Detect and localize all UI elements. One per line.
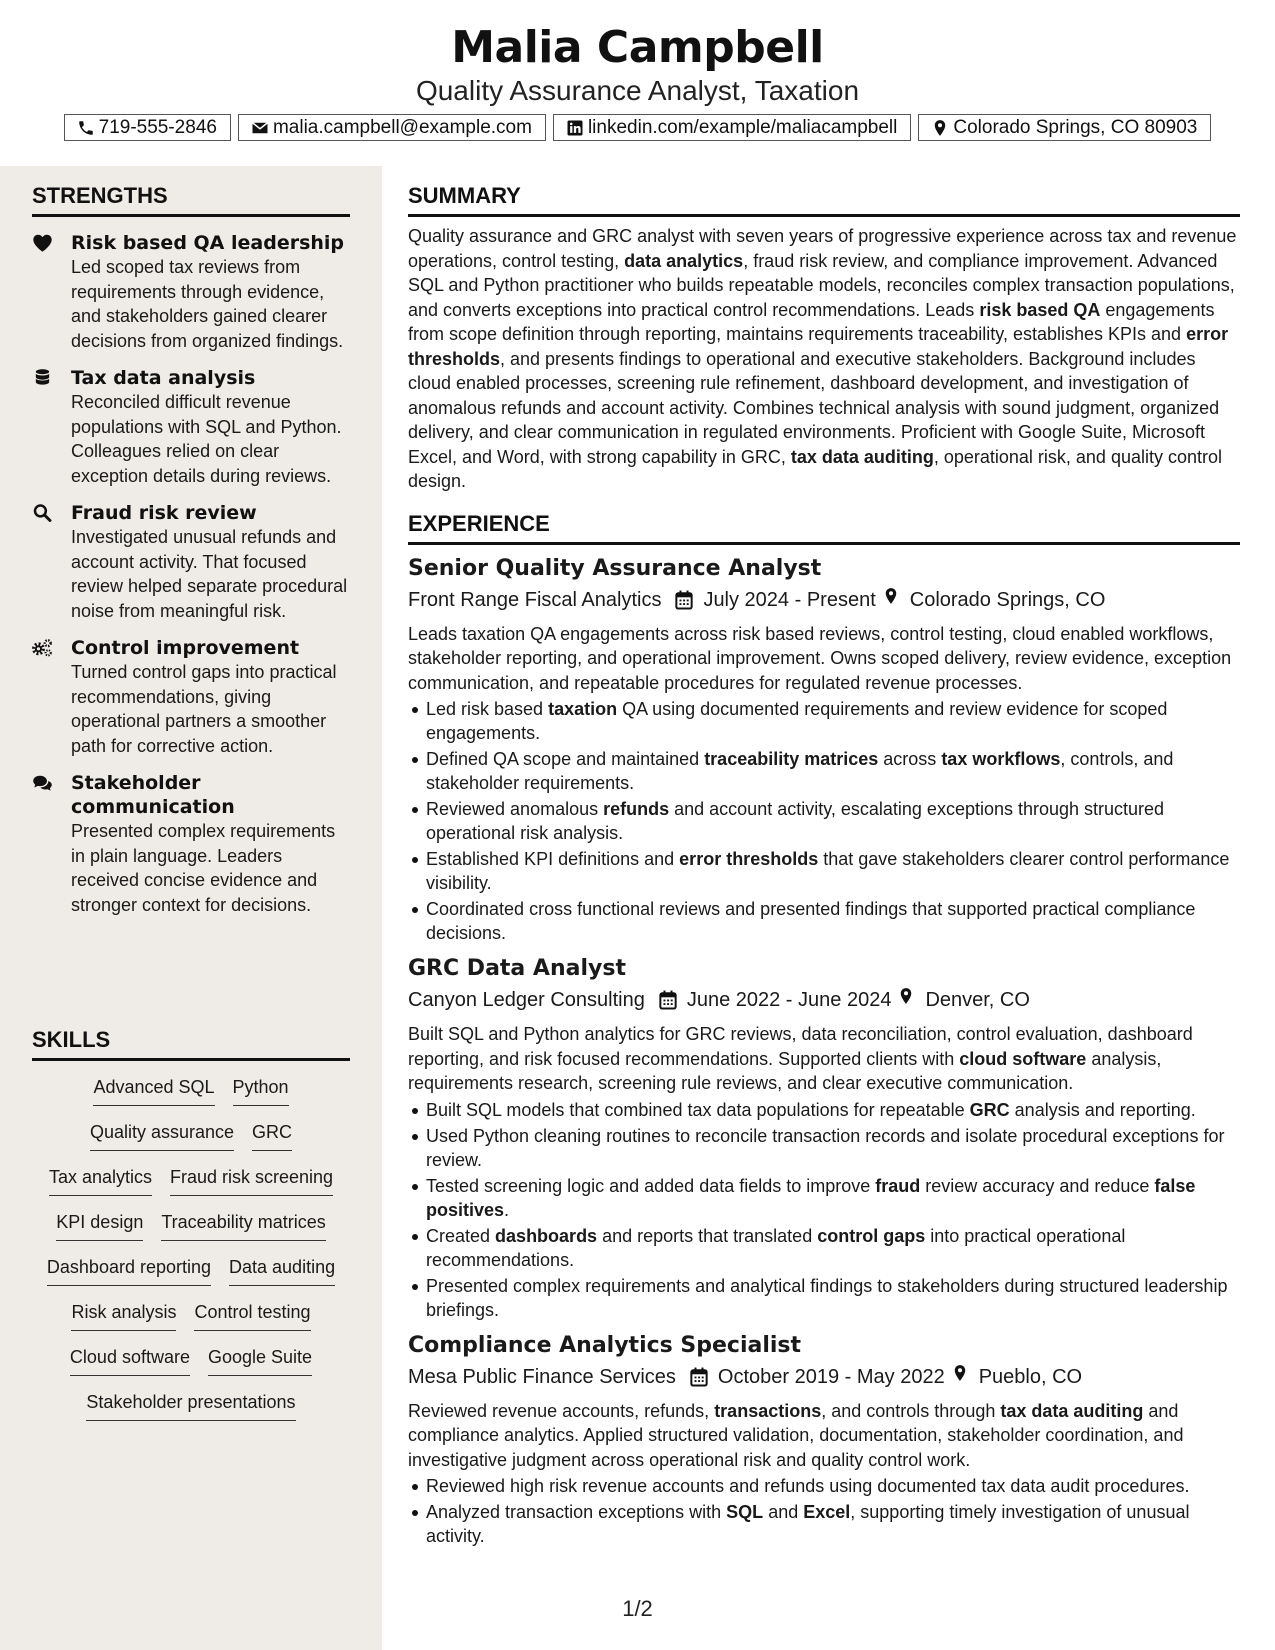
- skill-tag: Google Suite: [208, 1341, 312, 1376]
- skill-tag: GRC: [252, 1116, 292, 1151]
- map-pin-icon: [951, 1363, 969, 1383]
- bold-keyword: transactions: [714, 1400, 822, 1421]
- envelope-icon: [251, 119, 269, 137]
- bullet-item: Established KPI definitions and error thresholds that gave stakeholders clearer control performance visibility.: [426, 847, 1240, 895]
- strength-title: Stakeholder communication: [71, 772, 235, 818]
- job-company: Mesa Public Finance Services: [408, 1365, 676, 1388]
- bold-keyword: refunds: [603, 799, 670, 819]
- contact-row: [0, 114, 1275, 141]
- job-bullets: [408, 1098, 1240, 1322]
- bullet-item: Defined QA scope and maintained traceability matrices across tax workflows, controls, and stakeholder requirements.: [426, 747, 1240, 795]
- calendar-icon: [675, 590, 693, 610]
- job-dates: July 2024 - Present: [703, 588, 876, 611]
- bullet-item: Led risk based taxation QA using documented requirements and review evidence for scoped engagements.: [426, 697, 1240, 745]
- job-meta: [408, 1362, 1240, 1392]
- job-title: Compliance Analytics Specialist: [408, 1332, 802, 1358]
- job-bullets: [408, 697, 1240, 945]
- skill-tag: KPI design: [56, 1206, 143, 1241]
- skill-tag: Control testing: [194, 1296, 310, 1331]
- strength-title: Control improvement: [71, 637, 300, 659]
- bullet-item: Reviewed high risk revenue accounts and refunds using documented tax data audit procedures.: [426, 1474, 1240, 1498]
- contact-phone[interactable]: [64, 114, 231, 141]
- job-company: Canyon Ledger Consulting: [408, 989, 645, 1011]
- strength-desc: Investigated unusual refunds and account activity. That focused review helped separate procedural noise from meaningful risk.: [71, 527, 348, 621]
- skill-tag: Risk analysis: [71, 1296, 176, 1331]
- bold-keyword: tax data auditing: [1000, 1400, 1144, 1421]
- job-title: GRC Data Analyst: [408, 956, 626, 981]
- candidate-title: Quality Assurance Analyst, Taxation: [415, 75, 860, 106]
- bold-keyword: traceability matrices: [704, 749, 879, 769]
- bold-keyword: tax data auditing: [790, 446, 934, 467]
- skill-tag: Tax analytics: [49, 1161, 152, 1196]
- calendar-icon: [659, 990, 677, 1010]
- bullet-item: Analyzed transaction exceptions with SQL and Excel, supporting timely investigation of unusual activity.: [426, 1500, 1240, 1548]
- calendar-icon: [690, 1367, 708, 1387]
- job-description: Built SQL and Python analytics for GRC reviews, data reconciliation, control evaluation, dashboard reporting, and risk focused recommendations. Supported clients with cloud software analysis, requirements research, screening rule reviews, and clear executive communication.: [408, 1024, 1193, 1093]
- bold-keyword: cloud software: [959, 1048, 1087, 1069]
- strength-desc: Reconciled difficult revenue populations with SQL and Python. Colleagues relied on clear exception details during reviews.: [71, 392, 342, 486]
- strength-desc: Presented complex requirements in plain language. Leaders received concise evidence and stronger context for decisions.: [71, 821, 336, 915]
- contact-email[interactable]: [238, 114, 546, 141]
- bold-keyword: dashboards: [495, 1225, 598, 1246]
- page-number: 1/2: [622, 1596, 653, 1621]
- bullet-item: Reviewed anomalous refunds and account activity, escalating exceptions through structured operational risk analysis.: [426, 797, 1240, 845]
- heart-icon: [32, 233, 54, 253]
- bullet-item: Presented complex requirements and analytical findings to stakeholders during structured leadership briefings.: [426, 1274, 1240, 1322]
- job-bullets: [408, 1474, 1240, 1548]
- map-pin-icon: [897, 986, 915, 1006]
- skill-tag: Quality assurance: [90, 1116, 234, 1151]
- bold-keyword: tax workflows: [941, 749, 1061, 769]
- experience-section: [408, 510, 1240, 1549]
- comments-icon: [32, 773, 54, 793]
- contact-location[interactable]: [918, 114, 1211, 141]
- bold-keyword: risk based QA: [979, 299, 1101, 320]
- job-description: Reviewed revenue accounts, refunds, transactions, and controls through tax data auditing and compliance analytics. Applied structured validation, documentation, stakeholder coordination, and investigative judgment across operational risk and quality control work.: [408, 1400, 1184, 1470]
- job-entry: [408, 1332, 1240, 1549]
- job-location: Colorado Springs, CO: [909, 588, 1106, 611]
- search-icon: [32, 503, 54, 523]
- strength-item: [32, 771, 350, 917]
- bullet-item: Coordinated cross functional reviews and presented findings that supported practical compliance decisions.: [426, 897, 1240, 945]
- skill-row: [32, 1341, 350, 1386]
- bold-keyword: fraud: [875, 1175, 921, 1196]
- skills-section: [32, 1026, 350, 1431]
- bold-keyword: error thresholds: [679, 849, 819, 869]
- summary-section: [408, 182, 1240, 494]
- strength-item: [32, 366, 350, 488]
- skill-tag: Fraud risk screening: [170, 1161, 333, 1196]
- strength-title: Fraud risk review: [71, 502, 257, 524]
- bullet-item: Used Python cleaning routines to reconcile transaction records and isolate procedural exceptions for review.: [426, 1124, 1240, 1172]
- skill-row: [32, 1161, 350, 1206]
- map-pin-icon: [882, 586, 900, 606]
- strength-item: [32, 231, 350, 353]
- summary-text: Quality assurance and GRC analyst with seven years of progressive experience across tax and revenue operations, control testing, data analytics, fraud risk review, and compliance improvement. Advanced SQL and Python practitioner who builds repeatable models, reconciles complex transaction populations, and converts exceptions into practical control recommendations. Leads risk based QA engagements from scope definition through reporting, maintains requirements traceability, establishes KPIs and error thresholds, and presents findings to operational and executive stakeholders. Background includes cloud enabled processes, screening rule refinement, dashboard development, and investigation of anomalous refunds and account activity. Combines technical analysis with sound judgment, organized delivery, and clear communication in regulated environments. Proficient with Google Suite, Microsoft Excel, and Word, with strong capability in GRC, tax data auditing, operational risk, and quality control design.: [408, 226, 1237, 491]
- skill-row: [32, 1296, 350, 1341]
- strength-desc: Turned control gaps into practical recommendations, giving operational partners a smoother path for corrective action.: [71, 662, 337, 756]
- strengths-heading: STRENGTHS: [32, 182, 350, 217]
- job-meta: [408, 985, 1240, 1015]
- job-description: Leads taxation QA engagements across risk based reviews, control testing, cloud enabled workflows, stakeholder reporting, and operational improvement. Owns scoped delivery, review evidence, exception communication, and repeatable procedures for regulated revenue processes.: [408, 623, 1232, 693]
- skill-tag: Advanced SQL: [93, 1071, 214, 1106]
- phone-text: 719-555-2846: [98, 116, 217, 138]
- job-company: Front Range Fiscal Analytics: [408, 588, 662, 611]
- job-entry: [408, 955, 1240, 1322]
- linkedin-text: linkedin.com/example/maliacampbell: [587, 116, 898, 138]
- job-location: Pueblo, CO: [978, 1365, 1083, 1388]
- email-text: malia.campbell@example.com: [272, 116, 532, 138]
- job-dates: June 2022 - June 2024: [686, 989, 892, 1011]
- summary-heading: SUMMARY: [408, 182, 1240, 217]
- job-entry: [408, 555, 1240, 946]
- skill-row: [32, 1251, 350, 1296]
- strength-title: Tax data analysis: [71, 367, 256, 389]
- bold-keyword: error thresholds: [408, 324, 1229, 369]
- location-text: Colorado Springs, CO 80903: [953, 116, 1198, 138]
- contact-linkedin[interactable]: [553, 114, 911, 141]
- skills-list: [32, 1071, 350, 1431]
- skill-row: [32, 1206, 350, 1251]
- job-title: Senior Quality Assurance Analyst: [408, 555, 822, 581]
- skill-tag: Traceability matrices: [161, 1206, 325, 1241]
- bullet-item: Built SQL models that combined tax data populations for repeatable GRC analysis and reporting.: [426, 1098, 1240, 1122]
- job-location: Denver, CO: [925, 989, 1030, 1011]
- strength-title: Risk based QA leadership: [71, 232, 345, 254]
- bullet-item: Created dashboards and reports that translated control gaps into practical operational recommendations.: [426, 1224, 1240, 1272]
- sidebar: [0, 166, 382, 1650]
- experience-heading: EXPERIENCE: [408, 510, 1240, 545]
- bold-keyword: false positives: [426, 1175, 1196, 1220]
- map-pin-icon: [931, 119, 949, 137]
- linkedin-icon: [566, 119, 584, 137]
- job-dates: October 2019 - May 2022: [717, 1365, 945, 1388]
- main-content: [408, 166, 1240, 1548]
- job-meta: [408, 585, 1240, 615]
- resume-header: [0, 0, 1275, 160]
- strengths-section: [32, 182, 350, 917]
- phone-icon: [77, 119, 95, 137]
- skill-tag: Python: [233, 1071, 289, 1106]
- bold-keyword: data analytics: [624, 250, 744, 271]
- bold-keyword: taxation: [548, 699, 618, 719]
- gears-icon: [32, 638, 54, 658]
- bold-keyword: GRC: [969, 1099, 1010, 1120]
- skill-row: [32, 1071, 350, 1116]
- candidate-name: Malia Campbell: [451, 22, 824, 73]
- strength-item: [32, 501, 350, 623]
- bullet-item: Tested screening logic and added data fields to improve fraud review accuracy and reduce false positives.: [426, 1174, 1240, 1222]
- strength-item: [32, 636, 350, 758]
- bold-keyword: control gaps: [817, 1225, 926, 1246]
- skills-heading: SKILLS: [32, 1026, 350, 1061]
- skill-row: [32, 1386, 350, 1431]
- strength-desc: Led scoped tax reviews from requirements through evidence, and stakeholders gained clearer decisions from organized findings.: [71, 257, 344, 351]
- skill-tag: Data auditing: [229, 1251, 335, 1286]
- bold-keyword: Excel: [803, 1502, 851, 1522]
- skill-tag: Cloud software: [70, 1341, 190, 1376]
- skill-tag: Stakeholder presentations: [86, 1386, 295, 1421]
- bold-keyword: SQL: [726, 1502, 764, 1522]
- skill-row: [32, 1116, 350, 1161]
- skill-tag: Dashboard reporting: [47, 1251, 211, 1286]
- database-icon: [32, 368, 54, 388]
